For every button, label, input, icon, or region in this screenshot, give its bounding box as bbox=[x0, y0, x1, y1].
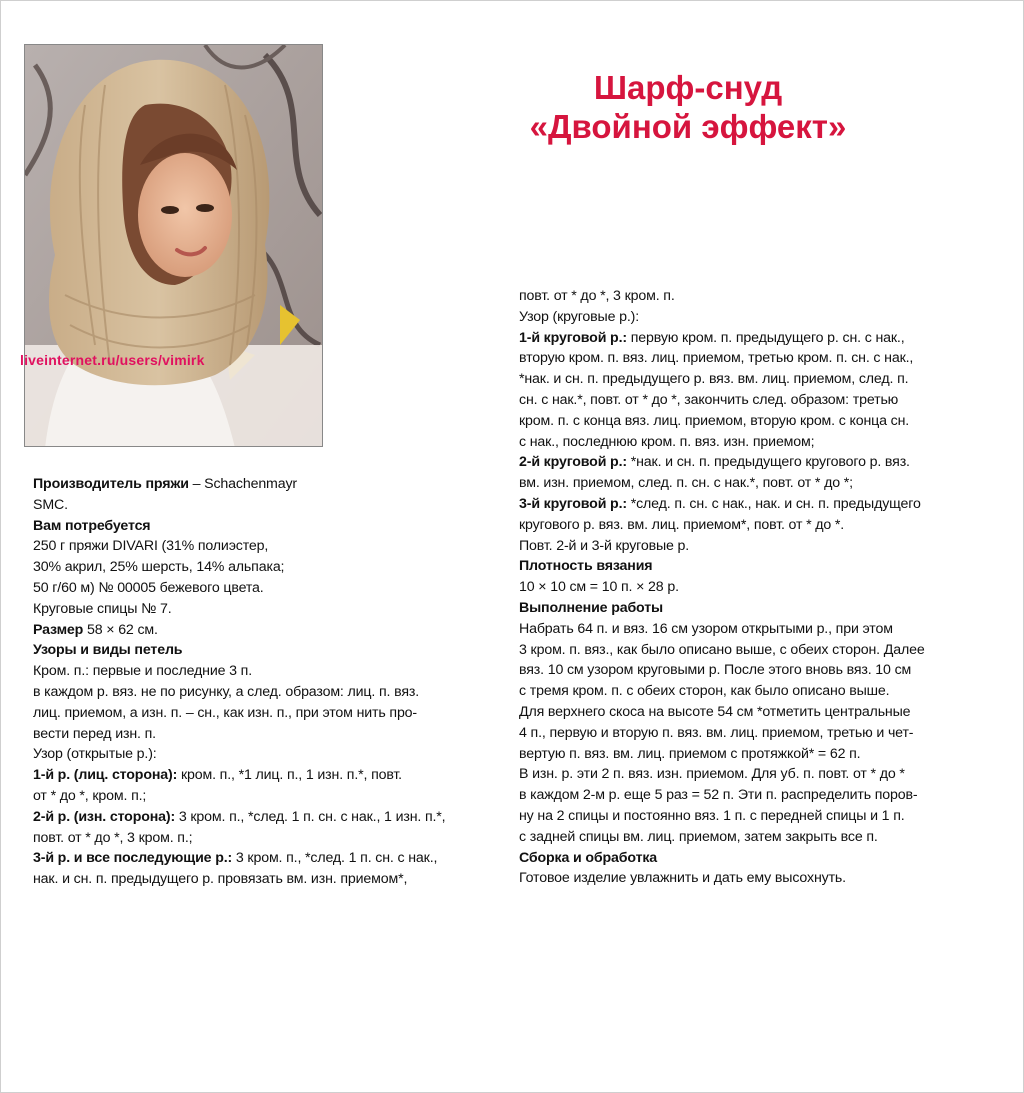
text-segment: с нак., последнюю кром. п. вяз. изн. приемом; bbox=[519, 433, 815, 450]
text-segment: вяз. 10 см узором круговыми р. После этого вновь вяз. 10 см bbox=[519, 662, 912, 679]
text-segment: Узор (круговые р.): bbox=[519, 308, 640, 325]
text-segment: 250 г пряжи DIVARI (31% полиэстер, bbox=[33, 538, 269, 555]
text-segment: вторую кром. п. вяз. лиц. приемом, третью кром. п. сн. с нак., bbox=[519, 350, 914, 367]
text-line bbox=[519, 660, 925, 681]
text-line bbox=[519, 452, 925, 473]
text-line bbox=[519, 723, 925, 744]
text-line bbox=[519, 848, 925, 869]
bold-heading: 2-й р. (изн. сторона): bbox=[33, 808, 176, 825]
text-line bbox=[519, 619, 925, 640]
text-segment: в каждом р. вяз. не по рисунку, а след. образом: лиц. п. вяз. bbox=[33, 683, 419, 700]
text-segment: с задней спицы вм. лиц. приемом, затем закрыть все п. bbox=[519, 828, 878, 845]
text-segment: вертую п. вяз. вм. лиц. приемом с протяжкой* = 62 п. bbox=[519, 745, 861, 762]
text-segment: вести перед изн. п. bbox=[33, 725, 156, 742]
text-line bbox=[519, 681, 925, 702]
text-line bbox=[33, 474, 445, 495]
text-segment: Узор (открытые р.): bbox=[33, 746, 157, 763]
text-line bbox=[33, 620, 445, 641]
text-segment: Набрать 64 п. и вяз. 16 см узором открытыми р., при этом bbox=[519, 620, 893, 637]
page-title bbox=[460, 68, 916, 146]
text-line bbox=[519, 432, 925, 453]
bold-heading: Вам потребуется bbox=[33, 517, 151, 534]
text-segment: от * до *, кром. п.; bbox=[33, 787, 147, 804]
text-segment: 3 кром. п., *след. 1 п. сн. с нак., bbox=[232, 850, 438, 867]
text-line bbox=[519, 785, 925, 806]
text-segment: *след. п. сн. с нак., нак. и сн. п. предыдущего bbox=[626, 495, 921, 512]
text-segment: повт. от * до *, 3 кром. п. bbox=[519, 288, 675, 304]
text-line bbox=[33, 495, 445, 516]
text-segment: *нак. и сн. п. предыдущего р. вяз. вм. лиц. приемом, след. п. bbox=[519, 371, 909, 388]
text-line bbox=[519, 744, 925, 765]
text-line bbox=[33, 724, 445, 745]
bold-heading: Выполнение работы bbox=[519, 599, 663, 616]
text-segment: Кром. п.: первые и последние 3 п. bbox=[33, 663, 252, 680]
text-line bbox=[519, 806, 925, 827]
text-segment: *нак. и сн. п. предыдущего кругового р. вяз. bbox=[626, 454, 910, 471]
text-segment: лиц. приемом, а изн. п. – сн., как изн. п., при этом нить про- bbox=[33, 704, 418, 721]
bold-heading: 2-й круговой р.: bbox=[519, 454, 627, 471]
text-line bbox=[33, 807, 445, 828]
text-line bbox=[519, 577, 925, 598]
text-line bbox=[519, 827, 925, 848]
text-segment: в каждом 2-м р. еще 5 раз = 52 п. Эти п. распределить поров- bbox=[519, 787, 918, 804]
text-segment: сн. с нак.*, повт. от * до *, закончить след. образом: третью bbox=[519, 391, 899, 408]
text-segment: нак. и сн. п. предыдущего р. провязать вм. изн. приемом*, bbox=[33, 871, 408, 888]
bold-heading: Сборка и обработка bbox=[519, 849, 658, 866]
text-segment: Повт. 2-й и 3-й круговые р. bbox=[519, 537, 690, 554]
text-line bbox=[33, 599, 445, 620]
text-segment: 3 кром. п., *след. 1 п. сн. с нак., 1 изн. п.*, bbox=[175, 808, 446, 825]
text-segment: Для верхнего скоса на высоте 54 см *отметить центральные bbox=[519, 703, 911, 720]
text-line bbox=[519, 328, 925, 349]
text-segment: Круговые спицы № 7. bbox=[33, 600, 172, 617]
text-line bbox=[519, 868, 925, 889]
text-line bbox=[33, 661, 445, 682]
text-line bbox=[33, 744, 445, 765]
text-segment: кругового р. вяз. вм. лиц. приемом*, повт. от * до *. bbox=[519, 516, 845, 533]
left-text-column bbox=[33, 474, 445, 890]
text-line bbox=[33, 682, 445, 703]
title-line-2: «Двойной эффект» bbox=[529, 108, 847, 145]
text-line bbox=[519, 473, 925, 494]
text-line bbox=[33, 828, 445, 849]
bold-heading: 1-й р. (лиц. сторона): bbox=[33, 767, 178, 784]
text-line bbox=[33, 557, 445, 578]
watermark-url: liveinternet.ru/users/vimirk bbox=[20, 352, 205, 368]
text-line bbox=[33, 765, 445, 786]
text-segment: SMC. bbox=[33, 496, 68, 513]
text-line bbox=[33, 848, 445, 869]
text-segment: Готовое изделие увлажнить и дать ему высохнуть. bbox=[519, 870, 846, 887]
text-line bbox=[519, 286, 925, 307]
text-line bbox=[519, 390, 925, 411]
text-line bbox=[519, 598, 925, 619]
text-line bbox=[33, 578, 445, 599]
text-line bbox=[33, 516, 445, 537]
text-line bbox=[33, 869, 445, 890]
text-segment: кром. п. с конца вяз. лиц. приемом, вторую кром. с конца сн. bbox=[519, 412, 910, 429]
text-line bbox=[33, 703, 445, 724]
text-segment: с тремя кром. п. с обеих сторон, как было описано выше. bbox=[519, 683, 890, 700]
text-line bbox=[519, 536, 925, 557]
model-photo bbox=[24, 44, 323, 447]
text-segment: 30% акрил, 25% шерсть, 14% альпака; bbox=[33, 559, 285, 576]
text-line bbox=[519, 494, 925, 515]
text-segment: кром. п., *1 лиц. п., 1 изн. п.*, повт. bbox=[177, 767, 402, 784]
bold-heading: Плотность вязания bbox=[519, 558, 653, 575]
bold-heading: 3-й круговой р.: bbox=[519, 495, 627, 512]
bold-heading: Производитель пряжи bbox=[33, 476, 189, 492]
text-segment: В изн. р. эти 2 п. вяз. изн. приемом. Для уб. п. повт. от * до * bbox=[519, 766, 905, 783]
text-line bbox=[519, 348, 925, 369]
text-segment: 4 п., первую и вторую п. вяз. вм. лиц. приемом, третью и чет- bbox=[519, 724, 914, 741]
text-segment: повт. от * до *, 3 кром. п.; bbox=[33, 829, 193, 846]
text-segment: 50 г/60 м) № 00005 бежевого цвета. bbox=[33, 579, 264, 596]
text-line bbox=[519, 515, 925, 536]
text-line bbox=[519, 307, 925, 328]
text-segment: – Schachenmayr bbox=[188, 476, 297, 492]
title-line-1: Шарф-снуд bbox=[593, 69, 783, 106]
text-line bbox=[519, 411, 925, 432]
text-line bbox=[519, 556, 925, 577]
text-line bbox=[33, 640, 445, 661]
text-line bbox=[33, 536, 445, 557]
text-segment: 3 кром. п. вяз., как было описано выше, с обеих сторон. Далее bbox=[519, 641, 925, 658]
bold-heading: 3-й р. и все последующие р.: bbox=[33, 850, 233, 867]
bold-heading: Размер bbox=[33, 621, 84, 638]
text-segment: 58 × 62 см. bbox=[83, 621, 158, 638]
bold-heading: Узоры и виды петель bbox=[33, 642, 183, 659]
text-line bbox=[519, 764, 925, 785]
right-text-column bbox=[519, 286, 925, 889]
snood-photo-illustration bbox=[25, 45, 323, 447]
bold-heading: 1-й круговой р.: bbox=[519, 329, 627, 346]
text-segment: вм. изн. приемом, след. п. сн. с нак.*, повт. от * до *; bbox=[519, 475, 853, 492]
text-segment: 10 × 10 см = 10 п. × 28 р. bbox=[519, 579, 679, 596]
text-segment: первую кром. п. предыдущего р. сн. с нак., bbox=[626, 329, 905, 346]
text-line bbox=[519, 640, 925, 661]
text-line bbox=[519, 702, 925, 723]
text-segment: ну на 2 спицы и постоянно вяз. 1 п. с передней спицы и 1 п. bbox=[519, 807, 905, 824]
text-line bbox=[33, 786, 445, 807]
text-line bbox=[519, 369, 925, 390]
